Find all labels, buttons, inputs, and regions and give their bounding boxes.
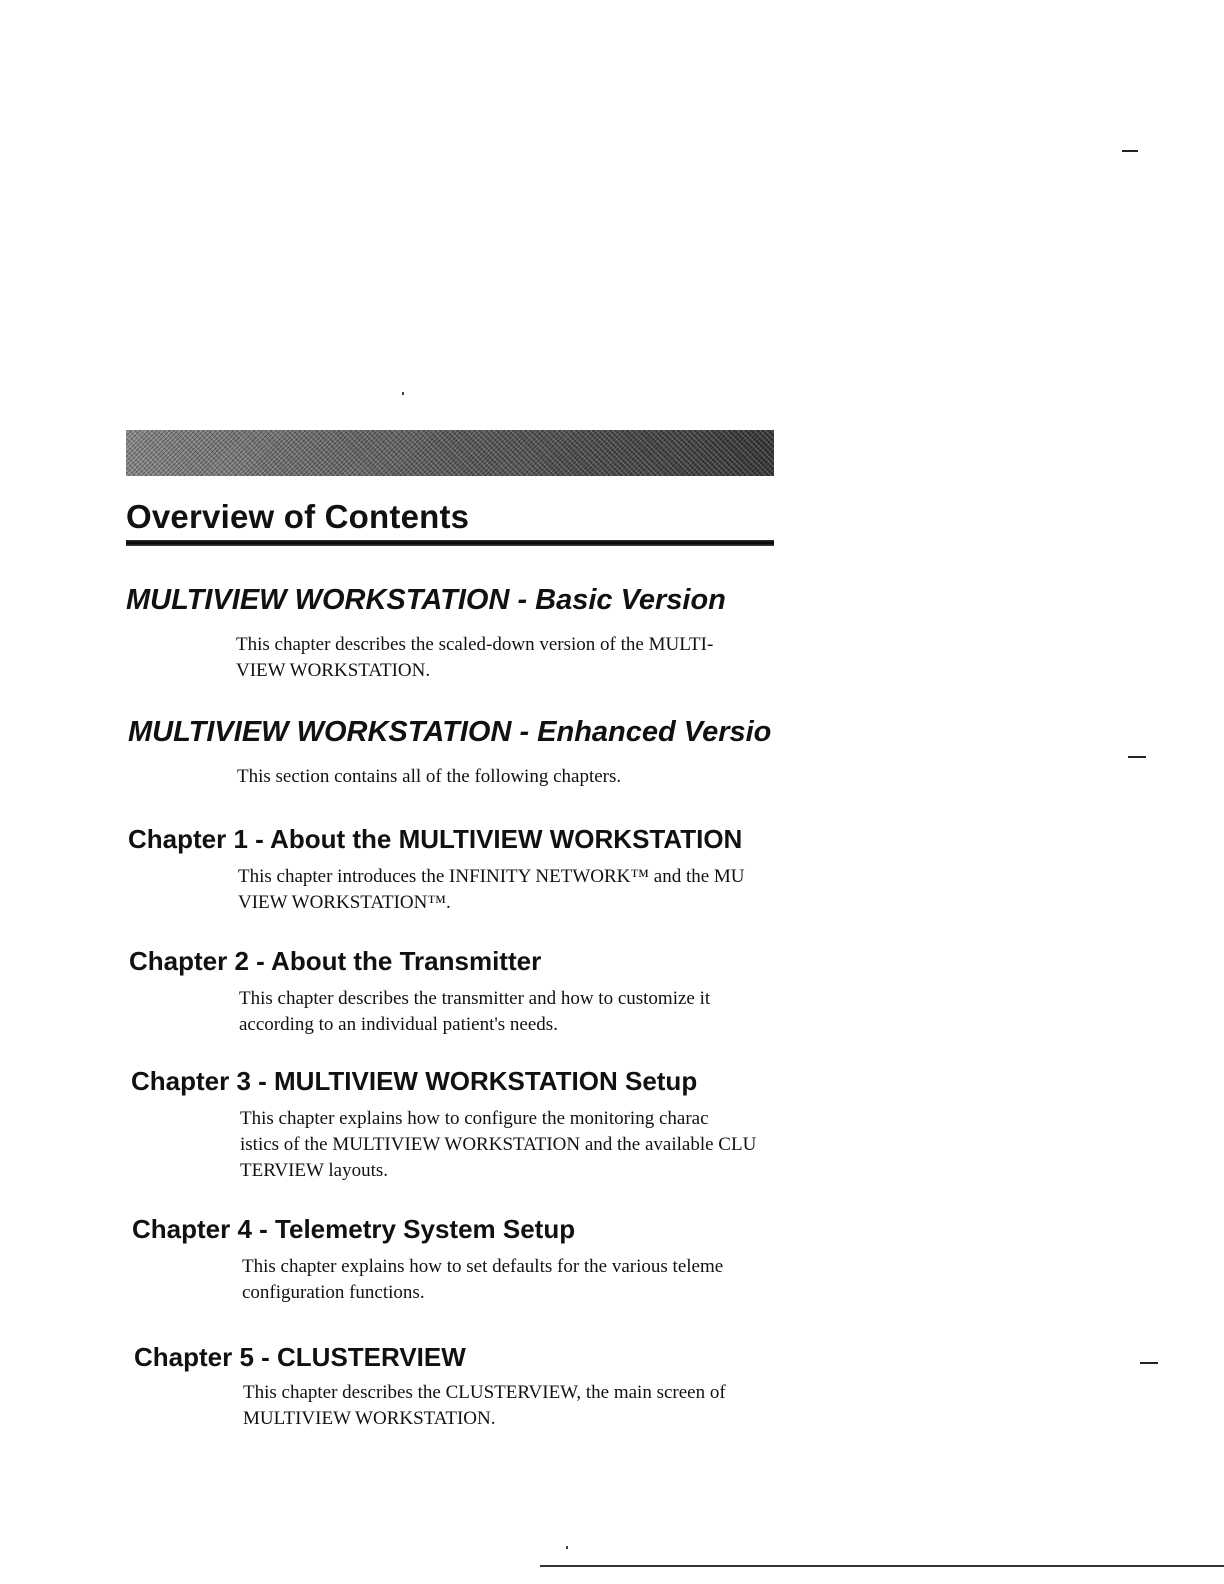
description-line: VIEW WORKSTATION™.: [238, 892, 451, 913]
description-line: This chapter describes the scaled-down version of the MULTI-: [236, 634, 714, 655]
section-heading-chapter-5: Chapter 5 - CLUSTERVIEW: [134, 1342, 466, 1372]
scan-mark: [1122, 150, 1138, 152]
description-line: This chapter explains how to set defaults for the various teleme: [242, 1256, 724, 1277]
title-rule: [126, 540, 774, 546]
description-line: This chapter explains how to configure the monitoring charac: [240, 1108, 709, 1129]
section-heading-enhanced-version: MULTIVIEW WORKSTATION - Enhanced Versio: [128, 716, 772, 748]
description-line: This chapter introduces the INFINITY NETWORK™ and the MU: [238, 866, 745, 887]
description-line: according to an individual patient's needs.: [239, 1014, 558, 1035]
scan-mark: [1140, 1362, 1158, 1364]
header-band: [126, 430, 774, 476]
section-description-basic-version: [236, 632, 781, 684]
description-line: TERVIEW layouts.: [240, 1160, 388, 1181]
section-description-chapter-5: [243, 1380, 788, 1432]
description-line: This section contains all of the following chapters.: [237, 766, 622, 787]
description-line: This chapter describes the CLUSTERVIEW, the main screen of: [243, 1382, 726, 1403]
section-heading-chapter-1: Chapter 1 - About the MULTIVIEW WORKSTATION: [128, 824, 743, 854]
section-heading-chapter-4: Chapter 4 - Telemetry System Setup: [132, 1214, 576, 1244]
description-line: configuration functions.: [242, 1282, 425, 1303]
section-description-chapter-1: [238, 864, 783, 916]
description-line: MULTIVIEW WORKSTATION.: [243, 1408, 496, 1429]
scan-speck: [566, 1546, 568, 1549]
section-heading-chapter-2: Chapter 2 - About the Transmitter: [129, 946, 542, 976]
section-description-chapter-4: [242, 1254, 787, 1306]
section-description-chapter-3: [240, 1106, 785, 1184]
scan-mark: [1128, 756, 1146, 758]
section-description-chapter-2: [239, 986, 784, 1038]
bottom-rule: [540, 1565, 1224, 1567]
description-line: This chapter describes the transmitter and how to customize it: [239, 988, 711, 1009]
description-line: VIEW WORKSTATION.: [236, 660, 431, 681]
scan-speck: [402, 392, 404, 395]
section-description-enhanced-version: [237, 764, 782, 790]
description-line: istics of the MULTIVIEW WORKSTATION and the available CLU: [240, 1134, 757, 1155]
section-heading-chapter-3: Chapter 3 - MULTIVIEW WORKSTATION Setup: [131, 1066, 698, 1096]
page-title: Overview of Contents: [126, 498, 470, 535]
section-heading-basic-version: MULTIVIEW WORKSTATION - Basic Version: [126, 584, 726, 616]
